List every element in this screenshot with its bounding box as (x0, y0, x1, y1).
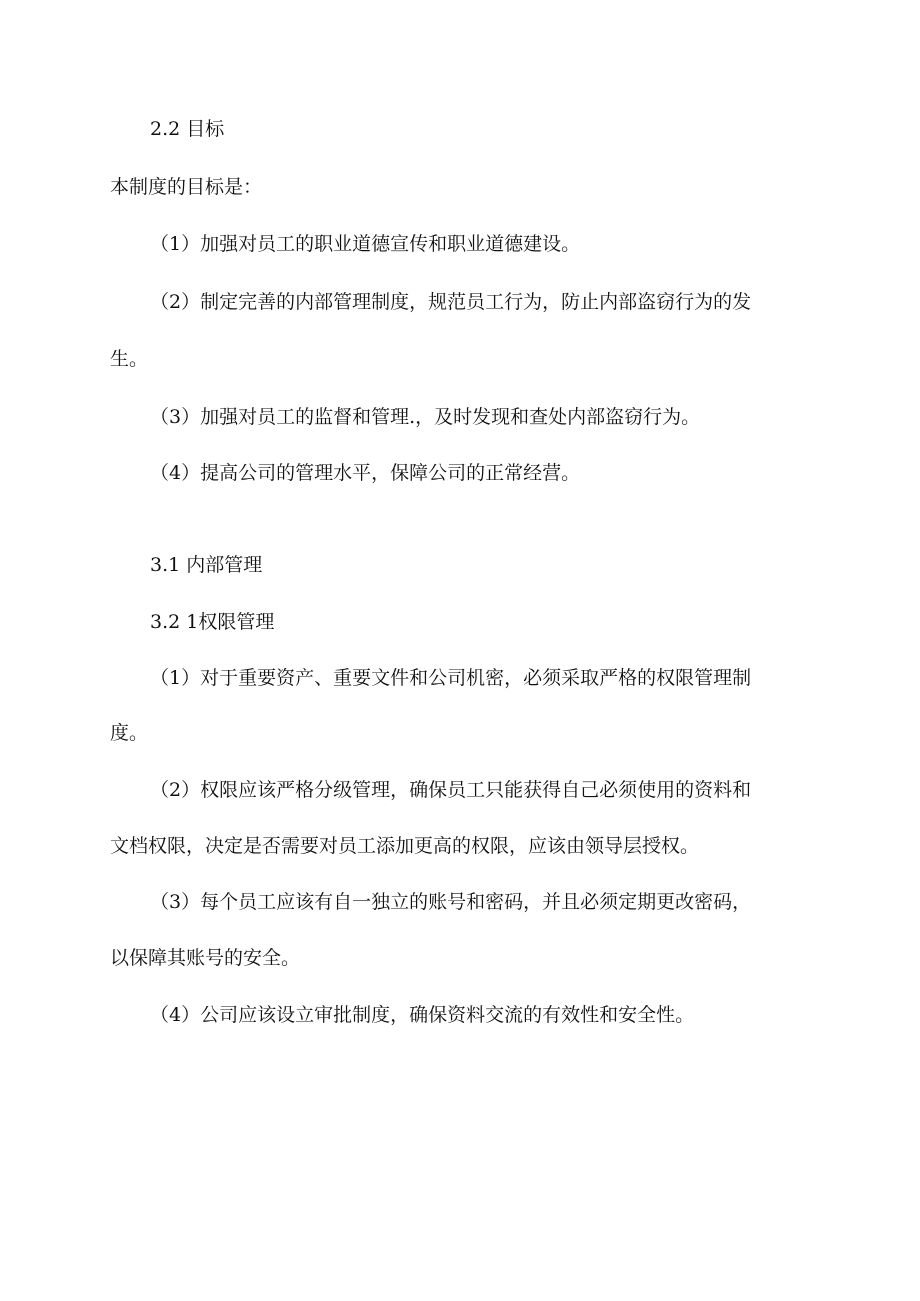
paragraph-line: （1）加强对员工的职业道德宣传和职业道德建设。 (150, 233, 581, 255)
section-intro: 本制度的目标是： (110, 176, 263, 198)
paragraph-line: （1）对于重要资产、重要文件和公司机密，必须采取严格的权限管理制 (150, 667, 752, 689)
paragraph-line: （2）制定完善的内部管理制度，规范员工行为，防止内部盗窃行为的发 (150, 291, 752, 313)
section-heading-3-1: 3.1 内部管理 (150, 554, 263, 576)
paragraph-line: （3）加强对员工的监督和管理.，及时发现和查处内部盗窃行为。 (150, 406, 701, 428)
section-heading-3-2: 3.2 1权限管理 (150, 611, 275, 633)
section-heading-2-2: 2.2 目标 (150, 118, 225, 140)
paragraph-line-continuation: 文档权限，决定是否需要对员工添加更高的权限，应该由领导层授权。 (110, 835, 700, 857)
paragraph-line: （2）权限应该严格分级管理，确保员工只能获得自己必须使用的资料和 (150, 779, 752, 801)
paragraph-line: （4）提高公司的管理水平，保障公司的正常经营。 (150, 462, 581, 484)
paragraph-line-continuation: 生。 (110, 348, 149, 370)
paragraph-line-continuation: 以保障其账号的安全。 (110, 947, 301, 969)
paragraph-line-continuation: 度。 (110, 722, 149, 744)
paragraph-line: （3）每个员工应该有自一独立的账号和密码，并且必须定期更改密码， (150, 891, 752, 913)
paragraph-line: （4）公司应该设立审批制度，确保资料交流的有效性和安全性。 (150, 1004, 695, 1026)
